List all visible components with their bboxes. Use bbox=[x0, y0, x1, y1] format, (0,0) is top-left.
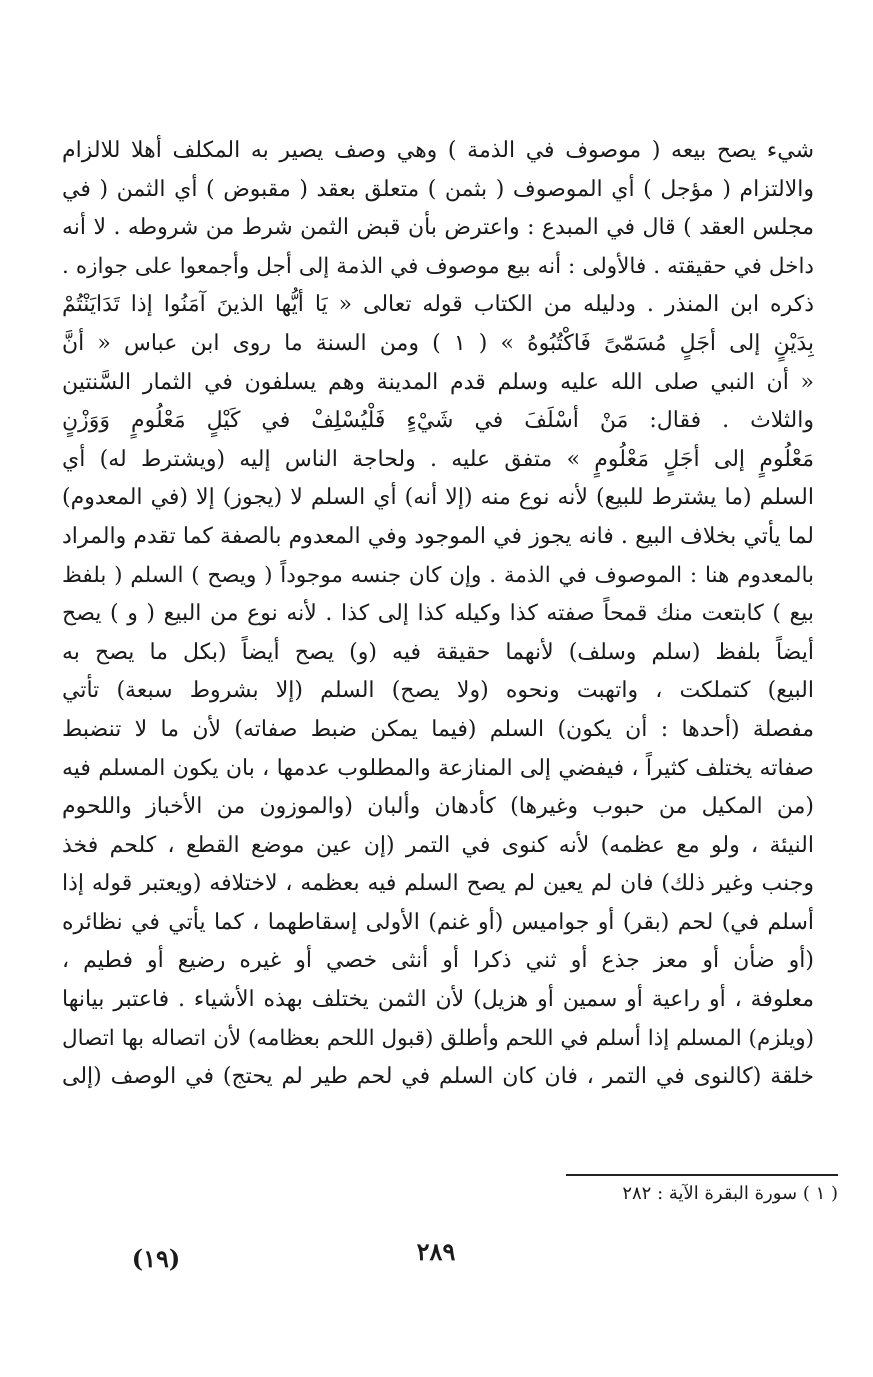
signature-mark: (١٩) bbox=[131, 1244, 181, 1273]
text-line-13: بيع ) كابتعت منك قمحاً صفته كذا وكيله كذا إلى كذا . لأنه نوع من البيع ( و ) يصح bbox=[62, 601, 814, 627]
page-number: ٢٨٩ bbox=[416, 1237, 456, 1266]
body-text bbox=[62, 132, 814, 1097]
text-line-22: (أو ضأن أو معز جذع أو ثني ذكرا أو أنثى خصي أو غيره رضيع أو فطيم ، bbox=[62, 948, 814, 974]
text-line-4: داخل في حقيقته . فالأولى : أنه بيع موصوف في الذمة إلى أجل وأجمعوا على جوازه . bbox=[62, 253, 814, 279]
text-line-3: مجلس العقد ) قال في المبدع : واعترض بأن قبض الثمن شرط من شروطه . لا أنه bbox=[62, 215, 814, 241]
text-line-8: والثلاث . فقال: مَنْ أسْلَفَ في شَيْءٍ فَلْيُسْلِفْ في كَيْلٍ مَعْلُومٍ وَوَزْنٍ bbox=[62, 408, 814, 434]
text-line-20: وجنب وغير ذلك) فان لم يعين لم يصح السلم فيه بعظمه ، لاختلافه (ويعتبر قوله إذا bbox=[62, 871, 814, 897]
text-line-23: معلوفة ، أو راعية أو سمين أو هزيل) لأن الثمن يختلف بهذه الأشياء . فاعتبر بيانها bbox=[62, 987, 814, 1013]
text-line-14: أيضاً بلفظ (سلم وسلف) لأنهما حقيقة فيه (و) يصح أيضاً (بكل ما يصح به bbox=[62, 639, 814, 665]
text-line-17: صفاته يختلف كثيراً ، فيفضي إلى المنازعة والمطلوب عدمها ، بان يكون المسلم فيه bbox=[62, 755, 814, 781]
text-line-12: بالمعدوم هنا : الموصوف في الذمة . وإن كان جنسه موجوداً ( ويصح ) السلم ( بلفظ bbox=[62, 562, 814, 588]
text-line-11: لما يأتي بخلاف البيع . فانه يجوز في الموجود وفي المعدوم بالصفة كما تقدم والمراد bbox=[62, 523, 814, 549]
text-line-5: ذكره ابن المنذر . ودليله من الكتاب قوله تعالى « يَا أيُّها الذينَ آمَنُوا إذا تَدَايَنْتُمْ bbox=[62, 292, 814, 318]
text-line-19: النيئة ، ولو مع عظمه) لأنه كنوى في التمر (إن عين موضع القطع ، كلحم فخذ bbox=[62, 832, 814, 858]
text-line-15: البيع) كتملكت ، واتهبت ونحوه (ولا يصح) السلم (إلا بشروط سبعة) تأتي bbox=[62, 678, 814, 704]
text-line-2: والالتزام ( مؤجل ) أي الموصوف ( بثمن ) متعلق بعقد ( مقبوض ) أي الثمن ( في bbox=[62, 176, 814, 202]
text-line-21: أسلم في) لحم (بقر) أو جواميس (أو غنم) الأولى إسقاطهما ، كما يأتي في نظائره bbox=[62, 909, 814, 935]
text-line-9: مَعْلُومٍ إلى أجَلٍ مَعْلُومٍ » متفق عليه . ولحاجة الناس إليه (ويشترط له) أي bbox=[62, 446, 814, 472]
footnote-divider bbox=[566, 1174, 838, 1176]
text-line-7: « أن النبي صلى الله عليه وسلم قدم المدينة وهم يسلفون في الثمار السَّنتين bbox=[62, 369, 814, 395]
text-line-18: (من المكيل من حبوب وغيرها) كأدهان وألبان (والموزون من الأخباز واللحوم bbox=[62, 794, 814, 820]
text-line-6: بِدَيْنٍ إلى أجَلٍ مُسَمّىً فَاكْتُبُوهُ » ( ١ ) ومن السنة ما روى ابن عباس « أنَّ bbox=[62, 330, 814, 356]
text-line-10: السلم (ما يشترط للبيع) لأنه نوع منه (إلا أنه) أي السلم لا (يجوز) إلا (في المعدوم) bbox=[62, 485, 814, 511]
text-line-1: شيء يصح بيعه ( موصوف في الذمة ) وهي وصف يصير به المكلف أهلا للالزام bbox=[62, 138, 814, 163]
text-line-25: خلقة (كالنوى في التمر ، فان كان السلم في لحم طير لم يحتج) في الوصف (إلى bbox=[62, 1064, 814, 1090]
text-line-24: (ويلزم) المسلم إذا أسلم في اللحم وأطلق (قبول اللحم بعظامه) لأن اتصاله بها اتصال bbox=[62, 1025, 814, 1051]
text-line-16: مفصلة (أحدها : أن يكون) السلم (فيما يمكن ضبط صفاته) لأن ما لا تنضبط bbox=[62, 716, 814, 742]
footnote: ( ١ ) سورة البقرة الآية : ٢٨٢ bbox=[622, 1183, 838, 1204]
